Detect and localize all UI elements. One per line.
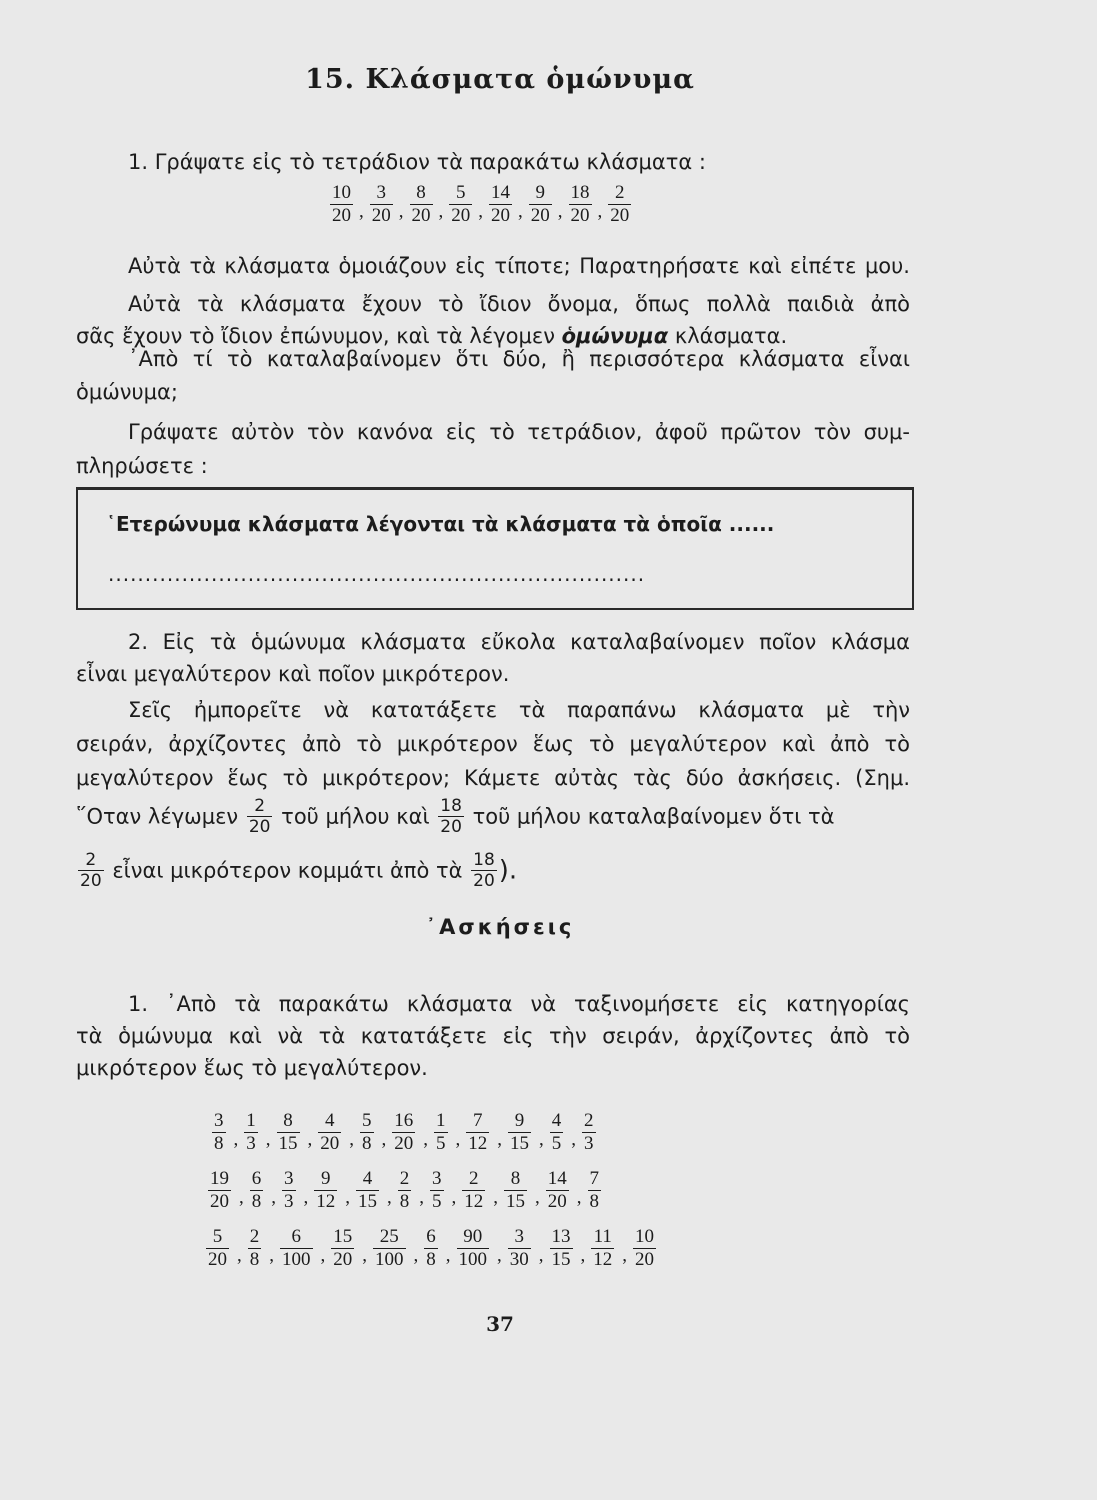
fraction (373, 1226, 406, 1271)
fraction-separator: , (438, 200, 444, 222)
rule-dots: ......................................................................... (108, 562, 646, 586)
fraction-separator: , (557, 200, 563, 222)
fraction (360, 1110, 374, 1155)
fraction-numerator: 8 (410, 182, 433, 205)
fraction-separator: , (493, 1186, 498, 1208)
fraction-separator: , (622, 1244, 627, 1266)
fraction (462, 1168, 485, 1213)
fraction-numerator: 19 (210, 1168, 229, 1189)
fraction-numerator: 2 (399, 1168, 410, 1189)
rule-box (76, 487, 914, 610)
fraction-numerator: 10 (635, 1226, 654, 1247)
rule-text: ῾Ετερώνυμα κλάσματα λέγονται τὰ κλάσματα τὰ ὁποῖα ...... (106, 512, 775, 536)
fraction-numerator: 1 (436, 1110, 446, 1131)
exercise2-line: 2. Εἰς τὰ ὁμώνυμα κλάσματα εὔκολα καταλαβαίνομεν ποῖον κλάσμα (128, 630, 910, 654)
fraction-denominator: 20 (210, 1191, 229, 1212)
fraction-numerator: 6 (426, 1226, 436, 1247)
fraction-numerator: 6 (280, 1226, 313, 1249)
fraction-separator: , (239, 1186, 244, 1208)
fraction-separator: , (307, 1128, 313, 1150)
fraction (471, 850, 497, 891)
fraction-separator: , (538, 1244, 544, 1266)
fraction-numerator: 14 (547, 1168, 567, 1189)
fraction-separator: , (580, 1244, 586, 1266)
fraction-numerator: 2 (584, 1110, 594, 1131)
exercise2-line: Σεῖς ἠμπορεῖτε νὰ κατατάξετε τὰ παραπάνω κλάσματα μὲ τὴν (128, 698, 910, 722)
fraction (331, 1226, 354, 1271)
fraction-numerator: 2 (249, 1226, 260, 1247)
fraction-separator: , (539, 1128, 544, 1150)
fraction-numerator: 8 (277, 1110, 300, 1133)
fraction (398, 1168, 412, 1213)
fraction-denominator: 8 (589, 1191, 599, 1212)
fraction-separator: , (349, 1128, 354, 1150)
fraction (78, 850, 104, 891)
fraction-numerator: 9 (314, 1168, 337, 1191)
fraction-numerator: 18 (440, 796, 462, 816)
fraction-separator: , (271, 1186, 276, 1208)
fraction-row (204, 1226, 664, 1271)
fraction (588, 1168, 602, 1213)
fraction (370, 182, 393, 227)
fraction-numerator: 3 (432, 1168, 442, 1189)
fraction-numerator: 5 (449, 182, 472, 205)
fraction-separator: , (381, 1128, 387, 1150)
fraction-separator: , (265, 1128, 271, 1150)
fraction-separator: , (423, 1128, 428, 1150)
fraction-numerator: 16 (394, 1110, 414, 1131)
fraction-numerator: 5 (362, 1110, 372, 1131)
exercises-line: τὰ ὁμώνυμα καὶ νὰ τὰ κατατάξετε εἰς τὴν σειράν, ἀρχίζοντες ἀπὸ τὸ (76, 1024, 910, 1048)
fraction (508, 1226, 531, 1271)
fraction-denominator: 20 (635, 1249, 654, 1270)
paragraph-line: Αὐτὰ τὰ κλάσματα ὁμοιάζουν εἰς τίποτε; Παρατηρήσατε καὶ εἰπέτε μου. (128, 254, 910, 278)
fraction-denominator: 12 (593, 1249, 613, 1270)
exercise2-line: μεγαλύτερον ἕως τὸ μικρότερον; Κάμετε αὐτὰς τὰς δύο ἀσκήσεις. (Σημ. (76, 766, 910, 790)
fraction-separator: , (387, 1186, 392, 1208)
fraction (430, 1168, 444, 1213)
fraction-denominator: 15 (278, 1133, 298, 1154)
exercise2-line: εἶναι μεγαλύτερον καὶ ποῖον μικρότερον. (76, 662, 510, 686)
fraction-numerator: 8 (504, 1168, 527, 1191)
fraction-denominator: 100 (458, 1249, 487, 1270)
fraction-denominator: 20 (332, 205, 351, 226)
fraction-numerator: 2 (78, 850, 104, 871)
fraction-denominator: 20 (208, 1249, 227, 1270)
fraction-numerator: 10 (332, 182, 351, 203)
fraction-row (206, 1168, 609, 1213)
fraction-numerator: 3 (370, 182, 393, 205)
fraction-denominator: 20 (80, 871, 102, 891)
fraction-separator: , (233, 1128, 239, 1150)
paragraph-line: ὁμώνυμα; (76, 380, 178, 404)
fraction (330, 182, 353, 227)
fraction-numerator: 25 (373, 1226, 406, 1249)
fraction (449, 182, 472, 227)
fraction-denominator: 20 (530, 205, 550, 226)
fraction-separator: , (451, 1186, 457, 1208)
fraction-numerator: 4 (356, 1168, 379, 1191)
fraction-numerator: 14 (491, 182, 510, 203)
fraction-numerator: 90 (457, 1226, 490, 1249)
exercise2-text: τοῦ μήλου καταλαβαίνομεν ὅτι τὰ (472, 804, 835, 829)
fraction (212, 1110, 226, 1155)
fraction-denominator: 20 (547, 1191, 567, 1212)
fraction (591, 1226, 614, 1271)
fraction-denominator: 8 (362, 1133, 372, 1154)
fraction-numerator: 11 (591, 1226, 614, 1249)
fraction-denominator: 15 (510, 1133, 529, 1154)
fraction-denominator: 20 (451, 205, 471, 226)
fraction (434, 1110, 448, 1155)
paragraph-line: Γράψατε αὐτὸν τὸν κανόνα εἰς τὸ τετράδιον, ἀφοῦ πρῶτον τὸν συμ- (128, 420, 910, 444)
fraction-denominator: 8 (249, 1249, 260, 1270)
fraction-separator: , (237, 1244, 242, 1266)
fraction-denominator: 20 (610, 205, 630, 226)
exercise2-line-fractions (76, 796, 916, 844)
fraction-numerator: 4 (318, 1110, 341, 1133)
fraction-numerator: 9 (529, 182, 552, 205)
exercise2-text: τοῦ μήλου καὶ (281, 804, 430, 829)
fraction-numerator: 3 (508, 1226, 531, 1249)
fraction-separator: , (413, 1244, 419, 1266)
paragraph-text: σᾶς ἔχουν τὸ ἴδιον ἐπώνυμον, καὶ τὰ λέγομεν (76, 324, 555, 348)
exercise2-line: σειράν, ἀρχίζοντες ἀπὸ τὸ μικρότερον ἕως τὸ μεγαλύτερον καὶ ἀπὸ τὸ (76, 732, 910, 756)
fraction (277, 1110, 300, 1155)
exercise2-text: ). (498, 855, 518, 886)
fraction-numerator: 18 (473, 850, 495, 870)
fraction (529, 182, 552, 227)
fraction-separator: , (497, 1128, 502, 1150)
fraction (248, 1226, 262, 1271)
fraction (244, 1110, 258, 1155)
fraction (608, 182, 631, 227)
exercises-heading: ᾿Ασκήσεις (425, 915, 575, 939)
fraction-numerator: 4 (551, 1110, 562, 1131)
fraction-denominator: 20 (440, 817, 462, 837)
fraction (550, 1110, 564, 1155)
fraction-numerator: 15 (333, 1226, 353, 1247)
exercise1-instruction: 1. Γράψατε εἰς τὸ τετράδιον τὰ παρακάτω κλάσματα : (128, 150, 706, 174)
fraction-denominator: 8 (251, 1191, 262, 1212)
fraction-separator: , (398, 200, 404, 222)
fraction-denominator: 8 (214, 1133, 224, 1154)
fraction-separator: , (419, 1186, 424, 1208)
fraction-denominator: 30 (509, 1249, 529, 1270)
fraction-separator: , (359, 200, 364, 222)
fraction-separator: , (362, 1244, 367, 1266)
fraction-denominator: 20 (491, 205, 510, 226)
fraction-numerator: 1 (246, 1110, 256, 1131)
exercises-line: 1. ᾿Απὸ τὰ παρακάτω κλάσματα νὰ ταξινομήσετε εἰς κατηγορίας (128, 992, 910, 1016)
fraction (569, 182, 592, 227)
fraction (282, 1168, 296, 1213)
fraction-denominator: 8 (426, 1249, 436, 1270)
paragraph-line: Αὐτὰ τὰ κλάσματα ἔχουν τὸ ἴδιον ὄνομα, ὅπως πολλὰ παιδιὰ ἀπὸ (128, 292, 910, 316)
fraction (582, 1110, 596, 1155)
fraction-denominator: 15 (358, 1191, 377, 1212)
fraction-denominator: 5 (436, 1133, 446, 1154)
fraction-separator: , (269, 1244, 274, 1266)
fraction (318, 1110, 341, 1155)
fraction-numerator: 7 (466, 1110, 489, 1133)
fraction-denominator: 100 (375, 1249, 404, 1270)
fraction-numerator: 18 (570, 182, 590, 203)
fraction-separator: , (518, 200, 523, 222)
exercise2-text: ῞Οταν λέγωμεν (76, 804, 239, 829)
fraction-denominator: 20 (473, 871, 495, 891)
fraction (457, 1226, 490, 1271)
emphasis-term: ὁμώνυμα (561, 324, 669, 348)
fraction-denominator: 5 (551, 1133, 562, 1154)
fraction-row (210, 1110, 604, 1155)
fraction (424, 1226, 438, 1271)
fraction (489, 182, 512, 227)
exercise2-text: εἶναι μικρότερον κομμάτι ἀπὸ τὰ (112, 858, 463, 883)
fraction (247, 796, 273, 837)
fraction-denominator: 100 (282, 1249, 311, 1270)
fraction-denominator: 20 (570, 205, 590, 226)
fraction-separator: , (497, 1244, 502, 1266)
fraction-denominator: 12 (316, 1191, 336, 1212)
fraction (314, 1168, 337, 1213)
fraction-denominator: 5 (432, 1191, 442, 1212)
fraction-numerator: 6 (251, 1168, 262, 1189)
fraction (466, 1110, 489, 1155)
fraction (410, 182, 433, 227)
exercise1-fractions (328, 182, 637, 227)
fraction-separator: , (303, 1186, 309, 1208)
exercises-line: μικρότερον ἕως τὸ μεγαλύτερον. (76, 1056, 428, 1080)
fraction (208, 1168, 231, 1213)
fraction-separator: , (571, 1128, 576, 1150)
fraction (438, 796, 464, 837)
fraction (550, 1226, 573, 1271)
fraction-denominator: 20 (411, 205, 431, 226)
fraction-denominator: 3 (246, 1133, 256, 1154)
fraction-numerator: 7 (589, 1168, 599, 1189)
fraction-denominator: 20 (394, 1133, 414, 1154)
fraction-denominator: 20 (248, 817, 271, 837)
fraction-separator: , (576, 1186, 582, 1208)
paragraph-line: πληρώσετε : (76, 454, 208, 478)
fraction-denominator: 20 (371, 205, 391, 226)
fraction-numerator: 2 (462, 1168, 485, 1191)
fraction (280, 1226, 313, 1271)
page-title: 15. Κλάσματα ὁμώνυμα (305, 64, 695, 95)
fraction (392, 1110, 415, 1155)
fraction (250, 1168, 264, 1213)
fraction-denominator: 12 (464, 1191, 484, 1212)
fraction-numerator: 13 (551, 1226, 571, 1247)
fraction-separator: , (320, 1244, 326, 1266)
fraction (206, 1226, 229, 1271)
fraction-separator: , (478, 200, 483, 222)
fraction (633, 1226, 656, 1271)
fraction-denominator: 15 (551, 1249, 571, 1270)
fraction (508, 1110, 531, 1155)
fraction-denominator: 12 (468, 1133, 488, 1154)
paragraph-text: κλάσματα. (674, 324, 788, 348)
fraction (504, 1168, 527, 1213)
fraction-numerator: 2 (247, 796, 273, 817)
fraction-denominator: 20 (320, 1133, 340, 1154)
fraction (356, 1168, 379, 1213)
fraction-numerator: 2 (608, 182, 631, 205)
paragraph-line: ᾿Απὸ τί τὸ καταλαβαίνομεν ὅτι δύο, ἢ περισσότερα κλάσματα εἶναι (128, 347, 910, 371)
page-number: 37 (486, 1312, 514, 1336)
fraction (546, 1168, 569, 1213)
fraction-denominator: 8 (399, 1191, 410, 1212)
fraction-denominator: 3 (284, 1191, 294, 1212)
fraction-separator: , (535, 1186, 540, 1208)
fraction-numerator: 9 (508, 1110, 531, 1133)
fraction-denominator: 3 (584, 1133, 594, 1154)
fraction-separator: , (345, 1186, 350, 1208)
fraction-numerator: 3 (284, 1168, 294, 1189)
fraction-numerator: 5 (206, 1226, 229, 1249)
fraction-numerator: 3 (214, 1110, 224, 1131)
fraction-separator: , (455, 1128, 461, 1150)
fraction-separator: , (597, 200, 603, 222)
exercise2-line-fractions (76, 850, 916, 898)
fraction-denominator: 15 (506, 1191, 525, 1212)
fraction-denominator: 20 (333, 1249, 353, 1270)
fraction-separator: , (445, 1244, 451, 1266)
